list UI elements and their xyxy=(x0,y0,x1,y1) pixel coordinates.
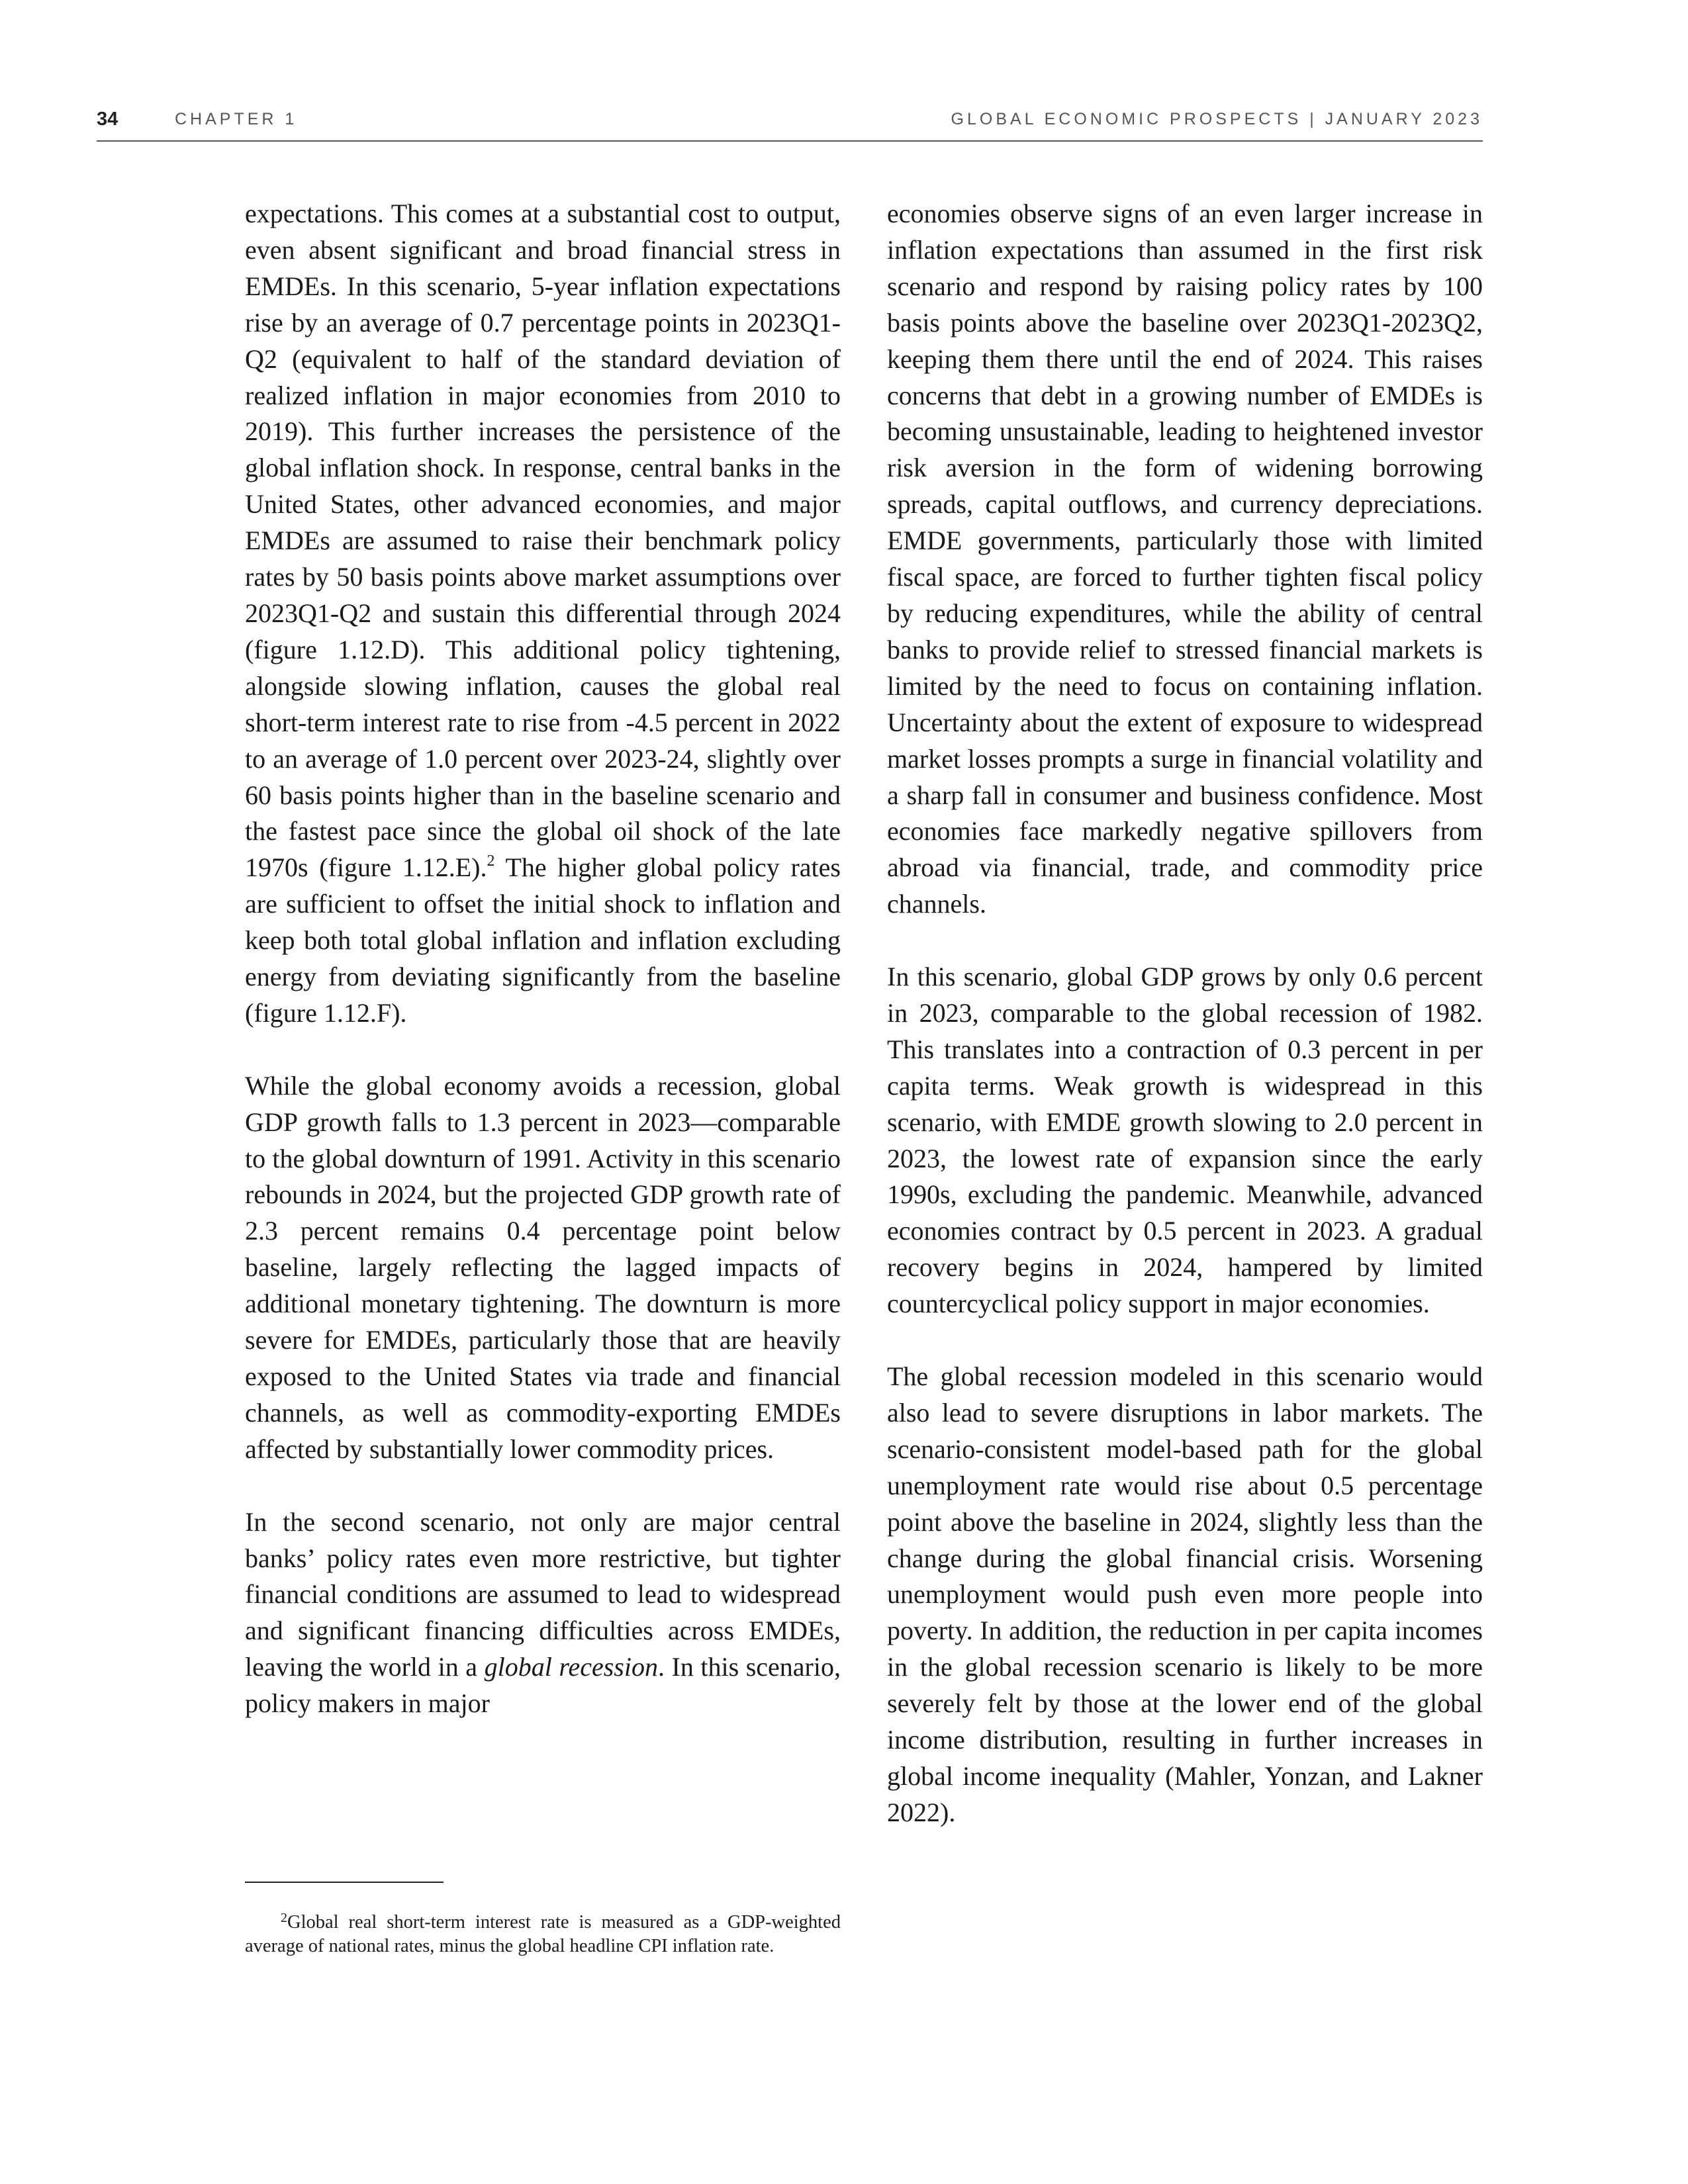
running-header xyxy=(97,109,1483,142)
right-column xyxy=(887,196,1483,1831)
footnote-text: Global real short-term interest rate is measured as a GDP-weighted average of national rates, minus the global headline CPI inflation rate. xyxy=(245,1912,841,1956)
footnote-number: 2 xyxy=(281,1911,287,1925)
body-paragraph: economies observe signs of an even larger increase in inflation expectations than assumed in the first risk scenario and respond by raising policy rates by 100 basis points above the baseline over 2023Q1-2023Q2, keeping them there until the end of 2024. This raises concerns that debt in a growing number of EMDEs is becoming unsustainable, leading to heightened investor risk aversion in the form of widening borrowing spreads, capital outflows, and currency depreciations. EMDE governments, particularly those with limited fiscal space, are forced to further tighten fiscal policy by reducing expenditures, while the ability of central banks to provide relief to stressed financial markets is limited by the need to focus on containing inflation. Uncertainty about the extent of exposure to widespread market losses prompts a surge in financial volatility and a sharp fall in consumer and business confidence. Most economies face markedly negative spillovers from abroad via financial, trade, and commodity price channels. xyxy=(887,199,1483,919)
page-number: 34 xyxy=(97,109,118,130)
footnote xyxy=(245,1911,841,1957)
chapter-label: CHAPTER 1 xyxy=(175,110,298,128)
body-paragraph xyxy=(245,1504,841,1722)
body-paragraph: The global recession modeled in this scenario would also lead to severe disruptions in labor markets. The scenario-consistent model-based path for the global unemployment rate would rise about 0.5 percentage point above the baseline in 2024, slightly less than the change during the global financial crisis. Worsening unemployment would push even more people into poverty. In addition, the reduction in per capita incomes in the global recession scenario is likely to be more severely felt by those at the lower end of the global income distribution, resulting in further increases in global income inequality (Mahler, Yonzan, and Lakner 2022). xyxy=(887,1361,1483,1827)
paragraph-text: In the second scenario, not only are major central banks’ policy rates even more restrictive, but tighter financial conditions are assumed to lead to widespread and significant financing difficulties across EMDEs, leaving the world in a xyxy=(245,1506,841,1682)
left-column xyxy=(245,196,841,1722)
body-paragraph: In this scenario, global GDP grows by only 0.6 percent in 2023, comparable to the global recession of 1982. This translates into a contraction of 0.3 percent in per capita terms. Weak growth is widespread in this scenario, with EMDE growth slowing to 2.0 percent in 2023, the lowest rate of expansion since the early 1990s, excluding the pandemic. Meanwhile, advanced economies contract by 0.5 percent in 2023. A gradual recovery begins in 2024, hampered by limited countercyclical policy support in major economies. xyxy=(887,962,1483,1319)
body-paragraph: While the global economy avoids a recession, global GDP growth falls to 1.3 percent in 2023—comparable to the global downturn of 1991. Activity in this scenario rebounds in 2024, but the projected GDP growth rate of 2.3 percent remains 0.4 percentage point below baseline, largely reflecting the lagged impacts of additional monetary tightening. The downturn is more severe for EMDEs, particularly those that are heavily exposed to the United States via trade and financial channels, as well as commodity-exporting EMDEs affected by substantially lower commodity prices. xyxy=(245,1070,841,1464)
footnote-divider xyxy=(245,1882,444,1883)
paragraph-text: The higher global policy rates are sufficient to offset the initial shock to inflation and keep both total global inflation and inflation excluding energy from deviating significantly from the baseline (figure 1.12.F). xyxy=(245,852,841,1028)
footnote-reference: 2 xyxy=(487,852,495,870)
paragraph-text: . In this scenario, policy makers in major xyxy=(245,1652,841,1719)
publication-title: GLOBAL ECONOMIC PROSPECTS | JANUARY 2023 xyxy=(951,110,1483,128)
body-paragraph xyxy=(245,196,841,1032)
emphasized-term: global recession xyxy=(484,1652,658,1682)
paragraph-text: expectations. This comes at a substantial cost to output, even absent significant and broad financial stress in EMDEs. In this scenario, 5-year inflation expectations rise by an average of 0.7 percentage points in 2023Q1-Q2 (equivalent to half of the standard deviation of realized inflation in major economies from 2010 to 2019). This further increases the persistence of the global inflation shock. In response, central banks in the United States, other advanced economies, and major EMDEs are assumed to raise their benchmark policy rates by 50 basis points above market assumptions over 2023Q1-Q2 and sustain this differential through 2024 (figure 1.12.D). This additional policy tightening, alongside slowing inflation, causes the global real short-term interest rate to rise from -4.5 percent in 2022 to an average of 1.0 percent over 2023-24, slightly over 60 basis points higher than in the baseline scenario and the fastest pace since the global oil shock of the late 1970s (figure 1.12.E). xyxy=(245,199,841,883)
